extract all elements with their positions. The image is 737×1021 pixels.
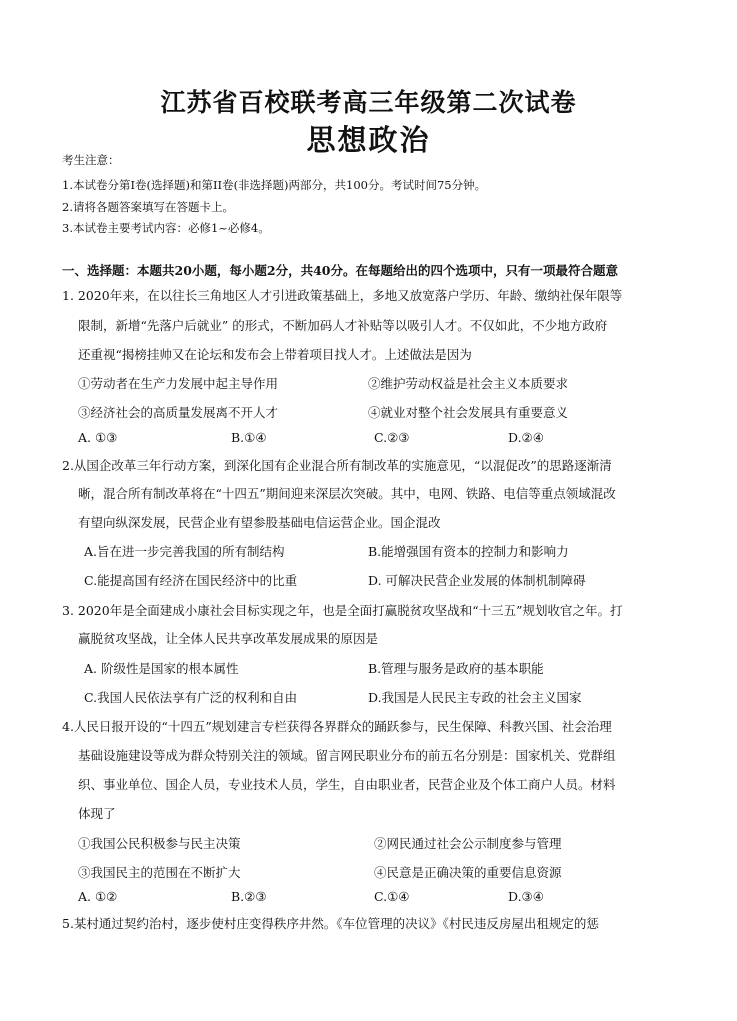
choice-d: D.③④: [508, 889, 544, 904]
question-1-text: 还重视“揭榜挂帅又在论坛和发布会上带着项目找人才。上述做法是因为: [78, 347, 472, 362]
question-4-text: 基础设施建设等成为群众特别关注的领域。留言网民职业分布的前五名分别是：国家机关、党群组: [78, 748, 616, 763]
question-5-text: 5.某村通过契约治村，逐步使村庄变得秩序井然。《车位管理的决议》《村民违反房屋出租规定的惩: [62, 916, 599, 931]
choice-b: B.能增强国有资本的控制力和影响力: [368, 544, 569, 559]
choice-d: D.②④: [508, 430, 544, 445]
exam-title: 江苏省百校联考高三年级第二次试卷: [160, 88, 577, 117]
question-4-text: 4.人民日报开设的“十四五”规划建言专栏获得各界群众的踊跃参与，民生保障、科教兴国、社会治理: [62, 719, 612, 734]
question-3-text: 赢脱贫攻坚战，让全体人民共享改革发展成果的原因是: [78, 631, 379, 646]
choice-c: C.②③: [374, 430, 410, 445]
statement: ②网民通过社会公示制度参与管理: [374, 836, 562, 851]
question-2-text: 2.从国企改革三年行动方案，到深化国有企业混合所有制改革的实施意见，“以混促改”的思路逐渐清: [62, 458, 612, 473]
choice-a: A.旨在进一步完善我国的所有制结构: [84, 544, 285, 559]
section-heading: 一、选择题：本题共20小题，每小题2分，共40分。在每题给出的四个选项中，只有一项最符合题意: [62, 263, 618, 278]
choice-a: A. 阶级性是国家的根本属性: [84, 661, 239, 676]
statement: ①我国公民积极参与民主决策: [78, 836, 241, 851]
choice-d: D. 可解决民营企业发展的体制机制障碍: [368, 573, 586, 588]
question-1-text: 1. 2020年来，在以往长三角地区人才引进政策基础上，多地又放宽落户学历、年龄、缴纳社保年限等: [62, 288, 623, 303]
notice-heading: 考生注意：: [62, 153, 120, 167]
choice-b: B.①④: [231, 430, 267, 445]
choice-b: B.②③: [231, 889, 267, 904]
question-2-text: 有望向纵深发展，民营企业有望参股基础电信运营企业。国企混改: [78, 515, 441, 530]
subject-title: 思想政治: [306, 123, 431, 157]
statement: ③经济社会的高质量发展离不开人才: [78, 405, 279, 420]
notice-item: 2.请将各题答案填写在答题卡上。: [62, 200, 234, 214]
question-3-text: 3. 2020年是全面建成小康社会目标实现之年，也是全面打赢脱贫攻坚战和“十三五”规划收官之年。打: [62, 603, 623, 618]
choice-c: C.能提高国有经济在国民经济中的比重: [84, 573, 298, 588]
statement: ②维护劳动权益是社会主义本质要求: [368, 376, 569, 391]
choice-a: A. ①③: [78, 430, 118, 445]
question-1-text: 限制，新增“先落户后就业” 的形式，不断加码人才补贴等以吸引人才。不仅如此，不少地方政府: [78, 318, 608, 333]
statement: ④民意是正确决策的重要信息资源: [374, 865, 562, 880]
choice-c: C.我国人民依法享有广泛的权利和自由: [84, 690, 298, 705]
notice-item: 1.本试卷分第I卷(选择题)和第II卷(非选择题)两部分，共100分。考试时间75分钟。: [62, 178, 487, 192]
question-2-text: 晰，混合所有制改革将在“十四五”期间迎来深层次突破。其中，电网、铁路、电信等重点领域混改: [78, 486, 616, 501]
notice-item: 3.本试卷主要考试内容：必修1~必修4。: [62, 221, 270, 235]
choice-a: A. ①②: [78, 889, 118, 904]
question-4-text: 织、事业单位、国企人员，专业技术人员，学生，自由职业者，民营企业及个体工商户人员。材料: [78, 777, 616, 792]
statement: ④就业对整个社会发展具有重要意义: [368, 405, 569, 420]
question-4-text: 体现了: [78, 806, 116, 821]
statement: ①劳动者在生产力发展中起主导作用: [78, 376, 279, 391]
choice-c: C.①④: [374, 889, 410, 904]
choice-d: D.我国是人民民主专政的社会主义国家: [368, 690, 582, 705]
statement: ③我国民主的范围在不断扩大: [78, 865, 241, 880]
choice-b: B.管理与服务是政府的基本职能: [368, 661, 544, 676]
